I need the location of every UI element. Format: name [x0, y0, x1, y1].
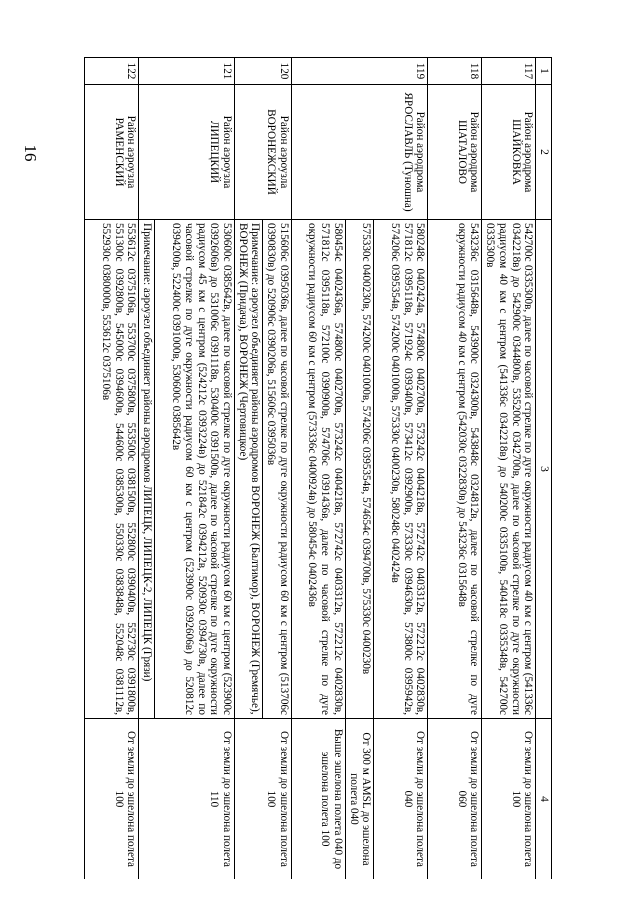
area-coordinates: 575330с 0400230в, 574200с 0401000в, 574206с 0395354в, 574654с 0394700в, 575330с 0400230в — [345, 220, 373, 719]
altitude-limits: От земли до эшелона полета 060 — [428, 719, 482, 880]
table-row — [85, 58, 139, 880]
rotated-table-container — [70, 57, 552, 879]
area-coordinates: 515606с 0395036в, далее по часовой стрелке по дуге окружности радиусом 60 км с центром (513706с 0390830в) до 520906с 0390206в, 515606с 0395036в — [263, 220, 291, 719]
row-number: 118 — [428, 58, 482, 85]
header-row — [536, 58, 552, 880]
altitude-limits: От земли до эшелона полета 110 — [139, 719, 235, 880]
area-coordinates: 530600с 0385642в, далее по часовой стрелке по дуге окружности радиусом 60 км с центром (523900с 0392606в) до 531006с 0391118в, 530400с 0391500в, далее по часовой стрелке по дуге окружности радиусом 45 км с центром (524212с 0393224в) до 521842с 0394212в, 520930с 0394730в, далее по часовой стрелке по дуге окружности радиусом 60 км с центром (523900с 0392606в) до 520812с 0394200в, 522400с 0391000в, 530600с 0385642в — [155, 220, 235, 719]
header-col-4: 4 — [536, 719, 552, 880]
row-number: 120 — [235, 58, 292, 85]
area-name: Район аэродрома ЯРОСЛАВЛЬ (Туношна) — [291, 85, 427, 220]
row-number: 121 — [139, 58, 235, 85]
airspace-table — [84, 57, 552, 879]
area-coordinates: 553612с 0375106в, 553700с 0375800в, 553500с 0381500в, 552800с 0390400в, 552730с 0391800в, 551300с 0392800в, 545000с 0394600в, 544600с 0385300в, 550330с 0383848в, 552048с 0381112в, 552930с 0380000в, 553612с 0375106в — [85, 220, 139, 719]
altitude-limits: Выше эшелона полета 040 до эшелона полета 100 — [291, 719, 345, 880]
altitude-limits: От земли до эшелона полета 100 — [482, 719, 536, 880]
area-coordinates: 580248с 0402424в, 574800с 0402700в, 573242с 0404218в, 572742с 0403312в, 572212с 0402830в, 571812с 0395118в, 571924с 0393400в, 573412с 0392900в, 573330с 0394630в, 573800с 0395942в, 574206с 0395354в, 574200с 0401000в, 575330с 0400230в, 580248с 0402424в — [374, 220, 428, 719]
table-row — [155, 58, 235, 880]
document-page — [70, 57, 552, 879]
row-number: 117 — [482, 58, 536, 85]
area-coordinates: 580454с 0402436в, 574800с 0402700в, 573242с 0404218в, 572742с 0403312в, 572212с 0402830в, 571812с 0395118в, 572100с 0390900в, 574706с 0391436в, далее по часовой стрелке по дуге окружности радиусом 60 км с центром (573336с 0400924в) до 580454с 0402436в — [291, 220, 345, 719]
table-row — [428, 58, 482, 880]
altitude-limits: От земли до эшелона полета 040 — [374, 719, 428, 880]
page-number: 16 — [21, 144, 40, 162]
header-col-1: 1 — [536, 58, 552, 85]
area-name: Район аэродрома ШАЙКОВКА — [482, 85, 536, 220]
header-col-2: 2 — [536, 85, 552, 220]
area-coordinates: 542700с 0335300в, далее по часовой стрелке по дуге окружности радиусом 40 км с центром (541336с 0342218в) до 542900с 0344800в, 535200с 0342700в, далее по часовой стрелке по дуге окружности радиусом 40 км с центром (541336с 0342218в) до 540200с 0335100в, 540418с 0335348в, 542700с 0335300в — [482, 220, 536, 719]
area-coordinates: 543236с 0315648в, 543900с 0324300в, 543848с 0324812в, далее по часовой стрелке по дуге окружности радиусом 40 км с центром (542030с 0322830в) до 543236с 0315648в — [428, 220, 482, 719]
altitude-limits: От 300 м AMSL до эшелона полета 040 — [345, 719, 373, 880]
altitude-limits: От земли до эшелона полета 100 — [235, 719, 292, 880]
note-text: Примечание: аэроузел объединяет районы аэродромов ЛИПЕЦК, ЛИПЕЦК-2, ЛИПЕЦК (Грязи) — [139, 220, 155, 719]
table-row — [482, 58, 536, 880]
header-col-3: 3 — [536, 220, 552, 719]
area-name: Район аэродрома ШАТАЛОВО — [428, 85, 482, 220]
altitude-limits: От земли до эшелона полета 100 — [85, 719, 139, 880]
row-number: 122 — [85, 58, 139, 85]
area-name: Район аэроузла РАМЕНСКИЙ — [85, 85, 139, 220]
area-name: Район аэроузла ЛИПЕЦКИЙ — [139, 85, 235, 220]
area-name: Район аэроузла ВОРОНЕЖСКИЙ — [235, 85, 292, 220]
row-number: 119 — [291, 58, 427, 85]
note-text: Примечание: аэроузел объединяет районы аэродромов ВОРОНЕЖ (Балтимор), ВОРОНЕЖ (Гремячье), ВОРОНЕЖ (Придача), ВОРОНЕЖ (Чертовицкое) — [235, 220, 263, 719]
table-row — [263, 58, 291, 880]
table-row — [374, 58, 428, 880]
page-number-box — [20, 133, 40, 173]
